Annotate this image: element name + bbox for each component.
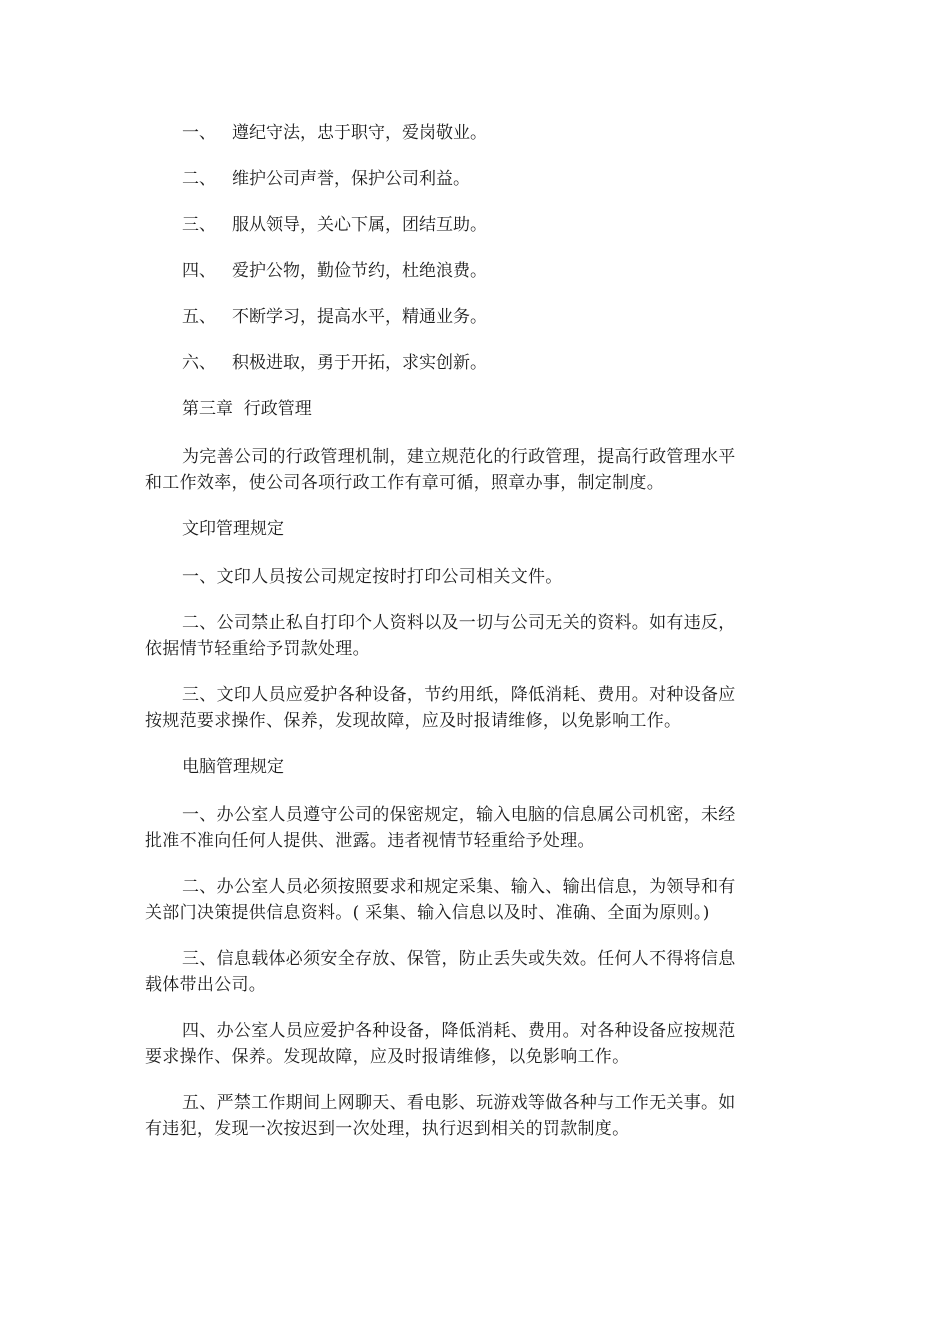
chapter-intro-paragraph bbox=[145, 444, 800, 496]
paragraph-line: 二、办公室人员必须按照要求和规定采集、输入、输出信息，为领导和有 bbox=[182, 877, 736, 897]
principle-text: 遵纪守法，忠于职守，爱岗敬业。 bbox=[232, 123, 487, 143]
principle-text: 维护公司声誉，保护公司利益。 bbox=[232, 169, 470, 189]
section-title-printing: 文印管理规定 bbox=[182, 519, 284, 539]
principle-number: 六、 bbox=[182, 353, 216, 373]
printing-rule-2 bbox=[145, 610, 800, 662]
principle-number: 一、 bbox=[182, 123, 216, 143]
principle-number: 四、 bbox=[182, 261, 216, 281]
principle-item-2 bbox=[145, 166, 800, 192]
principle-text: 不断学习，提高水平，精通业务。 bbox=[232, 307, 487, 327]
principle-number: 二、 bbox=[182, 169, 216, 189]
computer-rule-4 bbox=[145, 1018, 800, 1070]
paragraph-line: 三、信息载体必须安全存放、保管，防止丢失或失效。任何人不得将信息 bbox=[182, 949, 736, 969]
paragraph-line: 为完善公司的行政管理机制，建立规范化的行政管理，提高行政管理水平 bbox=[182, 447, 736, 467]
paragraph-line: 依据情节轻重给予罚款处理。 bbox=[145, 639, 370, 659]
document-page bbox=[145, 120, 800, 1162]
computer-rule-3 bbox=[145, 946, 800, 998]
paragraph-line: 按规范要求操作、保养，发现故障，应及时报请维修，以免影响工作。 bbox=[145, 711, 682, 731]
paragraph-line: 三、文印人员应爱护各种设备，节约用纸，降低消耗、费用。对种设备应 bbox=[182, 685, 736, 705]
principle-item-5 bbox=[145, 304, 800, 330]
printing-rule-1 bbox=[145, 564, 800, 590]
principle-text: 积极进取，勇于开拓，求实创新。 bbox=[232, 353, 487, 373]
chapter-title: 第三章 行政管理 bbox=[182, 399, 312, 419]
principle-number: 三、 bbox=[182, 215, 216, 235]
principle-text: 服从领导，关心下属，团结互助。 bbox=[232, 215, 487, 235]
paragraph-line: 和工作效率，使公司各项行政工作有章可循，照章办事，制定制度。 bbox=[145, 473, 664, 493]
section-title-computer: 电脑管理规定 bbox=[182, 757, 284, 777]
paragraph-line: 关部门决策提供信息资料。( 采集、输入信息以及时、准确、全面为原则。) bbox=[145, 903, 710, 923]
paragraph-line: 要求操作、保养。发现故障，应及时报请维修，以免影响工作。 bbox=[145, 1047, 630, 1067]
principle-item-4 bbox=[145, 258, 800, 284]
computer-rule-5 bbox=[145, 1090, 800, 1142]
principle-item-3 bbox=[145, 212, 800, 238]
printing-rule-3 bbox=[145, 682, 800, 734]
paragraph-line: 二、公司禁止私自打印个人资料以及一切与公司无关的资料。如有违反， bbox=[182, 613, 736, 633]
principle-item-1 bbox=[145, 120, 800, 146]
paragraph-line: 一、文印人员按公司规定按时打印公司相关文件。 bbox=[182, 567, 563, 587]
paragraph-line: 五、严禁工作期间上网聊天、看电影、玩游戏等做各种与工作无关事。如 bbox=[182, 1093, 736, 1113]
principle-item-6 bbox=[145, 350, 800, 376]
principle-text: 爱护公物，勤俭节约，杜绝浪费。 bbox=[232, 261, 487, 281]
computer-rule-1 bbox=[145, 802, 800, 854]
paragraph-line: 载体带出公司。 bbox=[145, 975, 267, 995]
paragraph-line: 四、办公室人员应爱护各种设备，降低消耗、费用。对各种设备应按规范 bbox=[182, 1021, 736, 1041]
paragraph-line: 一、办公室人员遵守公司的保密规定，输入电脑的信息属公司机密，未经 bbox=[182, 805, 736, 825]
paragraph-line: 有违犯，发现一次按迟到一次处理，执行迟到相关的罚款制度。 bbox=[145, 1119, 630, 1139]
principle-number: 五、 bbox=[182, 307, 216, 327]
paragraph-line: 批准不准向任何人提供、泄露。违者视情节轻重给予处理。 bbox=[145, 831, 595, 851]
computer-rule-2 bbox=[145, 874, 800, 926]
